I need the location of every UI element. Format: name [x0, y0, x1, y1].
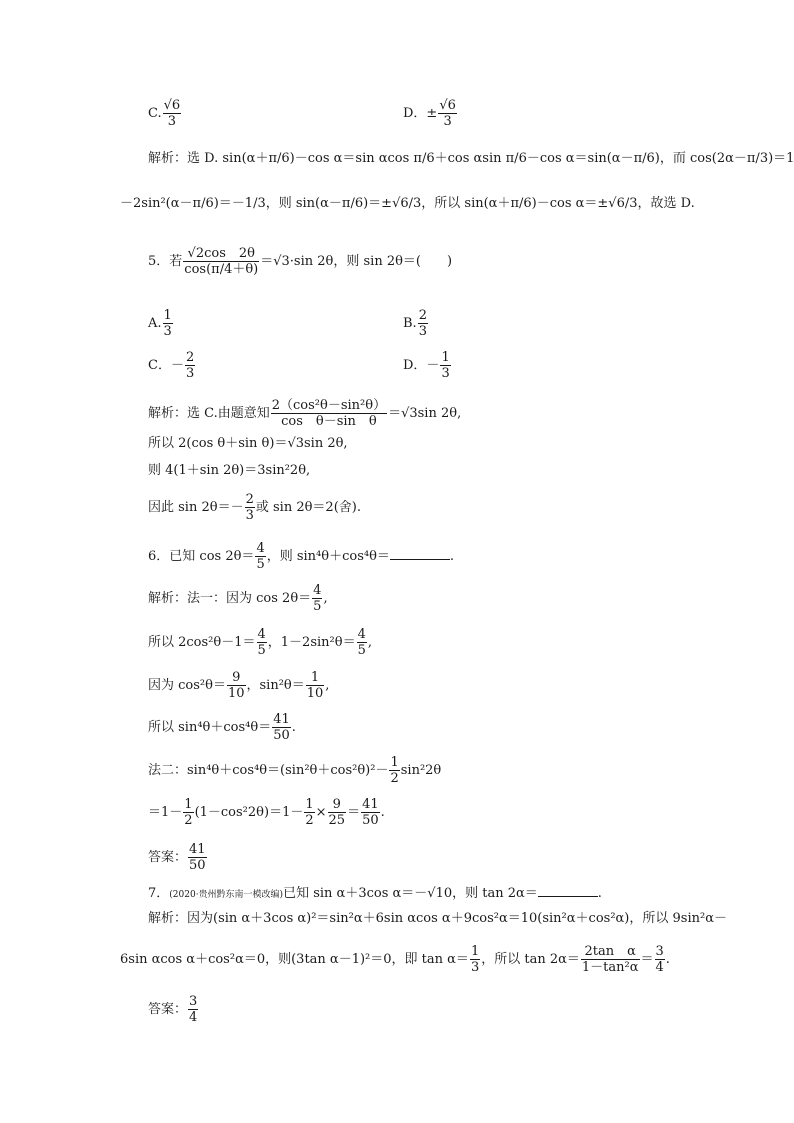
q5-solution-line1: 解析：选 C.由题意知 $\frac{\text{2（cos²θ－sin²θ）}}{\text{cos θ－sin θ}}$ ＝√3sin 2θ,	[148, 398, 462, 429]
q6-method1-line4: 所以 sin⁴θ＋cos⁴θ＝ $\frac{41}{50}$ .	[148, 712, 296, 743]
q5-solution-line3: 则 4(1＋sin 2θ)＝3sin²2θ,	[148, 463, 311, 478]
q6-stem: 6．已知 cos 2θ＝ $\frac{4}{5}$ ，则 sin⁴θ＋cos⁴θ＝ .	[148, 541, 455, 572]
q5-solution-line2: 所以 2(cos θ＋sin θ)＝√3sin 2θ,	[148, 436, 348, 451]
q6-method1-line3: 因为 cos²θ＝ $\frac{9}{10}$ ，sin²θ＝ $\frac{1}{10}$ ,	[148, 670, 330, 701]
q5-stem: 5．若 $\frac{√2\cos 2\theta}{\cos(\pi/4+\theta)}$ ＝√3·sin 2θ，则 sin 2θ＝( )	[148, 246, 453, 277]
q4-option-d: D．± $\frac{√6}{3}$	[403, 98, 456, 129]
q6-answer: 答案： $\frac{41}{50}$	[148, 842, 206, 873]
q7-solution-line2: 6sin αcos α＋cos²α＝0，则(3tan α－1)²＝0，即 tan α＝ $\frac{1}{3}$ ，所以 tan 2α＝ $\frac{\text{2tan α}}{\text{1－tan²α}}$ ＝ $\frac{3}{4}$ .	[120, 944, 670, 975]
q5-solution-line4: 因此 sin 2θ＝－ $\frac{2}{3}$ 或 sin 2θ＝2(舍).	[148, 492, 361, 523]
q7-answer-blank	[538, 884, 598, 897]
q5-option-c: C．－ $\frac{2}{3}$	[148, 350, 195, 381]
q7-answer: 答案： $\frac{3}{4}$	[148, 994, 198, 1025]
q7-solution-line1: 解析：因为(sin α＋3cos α)²＝sin²α＋6sin αcos α＋9cos²α＝10(sin²α＋cos²α)，所以 9sin²α－	[148, 911, 727, 926]
q6-method2-line2: ＝1－ $\frac{1}{2}$ (1－cos²2θ)＝1－ $\frac{1}{2}$ × $\frac{9}{25}$ ＝ $\frac{41}{50}$ .	[148, 797, 385, 828]
q5-option-d: D．－ $\frac{1}{3}$	[403, 350, 450, 381]
q6-answer-blank	[390, 547, 450, 560]
q6-method2-line1: 法二：sin⁴θ＋cos⁴θ＝(sin²θ＋cos²θ)²－ $\frac{1}{2}$ sin²2θ	[148, 755, 442, 786]
q5-option-a: A. $\frac{1}{3}$	[148, 308, 172, 339]
q6-method1-line1: 解析：法一：因为 cos 2θ＝ $\frac{4}{5}$ ,	[148, 583, 328, 614]
q6-method1-line2: 所以 2cos²θ－1＝ $\frac{4}{5}$ ，1－2sin²θ＝ $\frac{4}{5}$ ,	[148, 627, 372, 658]
q4-option-c: C. $\frac{√6}{3}$	[148, 98, 181, 129]
q4-solution-line1: 解析：选 D. sin(α＋π/6)－cos α＝sin αcos π/6＋cos αsin π/6－cos α＝sin(α－π/6)，而 cos(2α－π/3)＝1	[148, 151, 794, 166]
q4-solution-line2: －2sin²(α－π/6)＝－1/3，则 sin(α－π/6)＝±√6/3，所以 sin(α＋π/6)－cos α＝±√6/3，故选 D.	[120, 196, 695, 211]
q7-stem: 7．(2020·贵州黔东南一模改编)已知 sin α＋3cos α＝－√10，则 tan 2α＝ .	[148, 886, 602, 901]
q5-option-b: B. $\frac{2}{3}$	[403, 308, 427, 339]
